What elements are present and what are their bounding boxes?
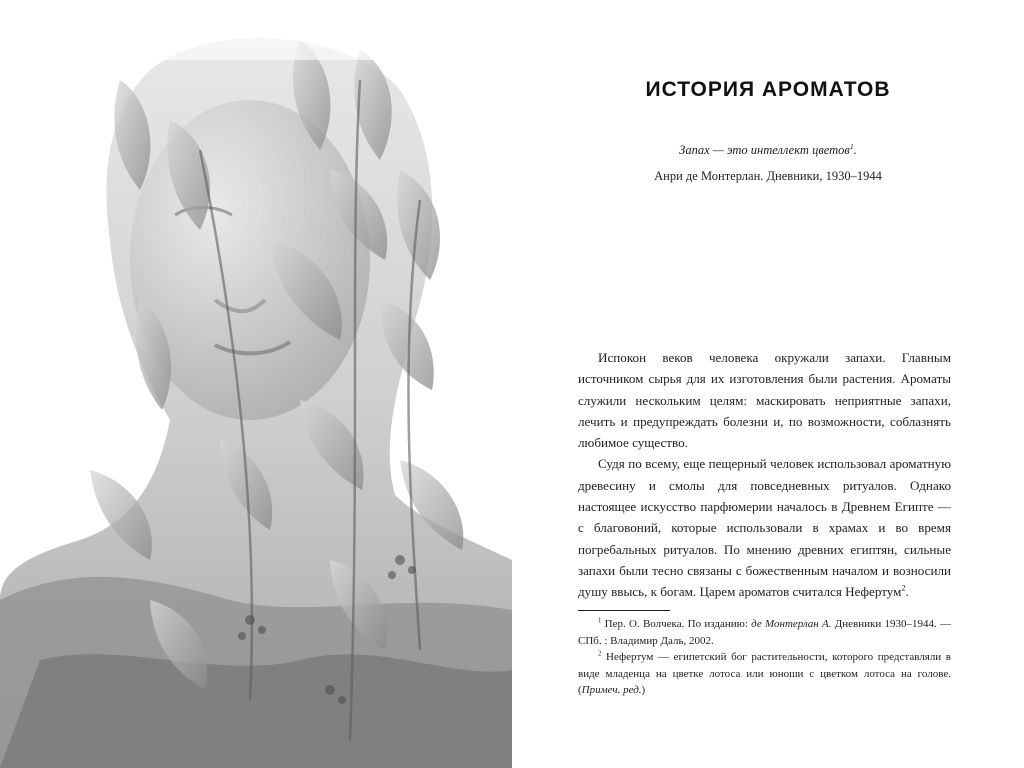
footnote-ref-1: 1 [849, 141, 854, 151]
footnote-2-number: 2 [598, 650, 602, 658]
epigraph-period: . [853, 143, 857, 157]
footnote-2-text-b: ) [641, 684, 646, 697]
footnote-1 [578, 616, 951, 649]
footnote-2-text-a: Нефертум — египетский бог растительности, которого представляли в виде младенца на цветке лотоса или юноши с цветком лотоса на голове. ( [578, 651, 952, 697]
chapter-title: ИСТОРИЯ АРОМАТОВ [645, 78, 891, 101]
epigraph-quote [512, 143, 1024, 158]
paragraph-2-text: Судя по всему, еще пещерный человек использовал ароматную древесину и смолы для повседневных ритуалов. Однако настоящее искусство парфюмерии началось в Древнем Египте — с благовоний, которые использовали в храмах и во время погребальных ритуалов. По мнению древних египтян, сильные запахи были тесно связаны с божественным началом и возносили душу ввысь, к богам. Царем ароматов считался Нефертум [578, 456, 951, 600]
paragraph-1: Испокон веков человека окружали запахи. Главным источником сырья для их изготовления были растения. Ароматы служили нескольким целям: маскировать неприятные запахи, лечить и предупреждать болезни и, по возможности, соблазнять любимое существо. [578, 350, 951, 451]
footnote-ref-2: 2 [901, 583, 906, 593]
body-text [578, 347, 951, 603]
paragraph-2-end: . [905, 584, 909, 600]
epigraph-author: Анри де Монтерлан. Дневники, 1930–1944 [654, 169, 882, 183]
footnote-divider [578, 610, 670, 611]
footnote-2 [578, 649, 951, 699]
footnote-2-text-em: Примеч. ред. [581, 684, 642, 697]
footnote-1-text-em: де Монтерлан А. [751, 618, 832, 630]
footnotes [578, 616, 951, 699]
right-page-text [512, 0, 1024, 768]
footnote-1-number: 1 [598, 617, 602, 625]
footnote-1-text-b: Дневники 1930–1944. — СПб. : Владимир Даль, 2002. [578, 618, 952, 647]
epigraph-text: Запах — это интеллект цветов [679, 143, 850, 157]
paragraph-2 [578, 453, 951, 602]
footnote-1-text-a: Пер. О. Волчека. По изданию: [604, 618, 752, 630]
